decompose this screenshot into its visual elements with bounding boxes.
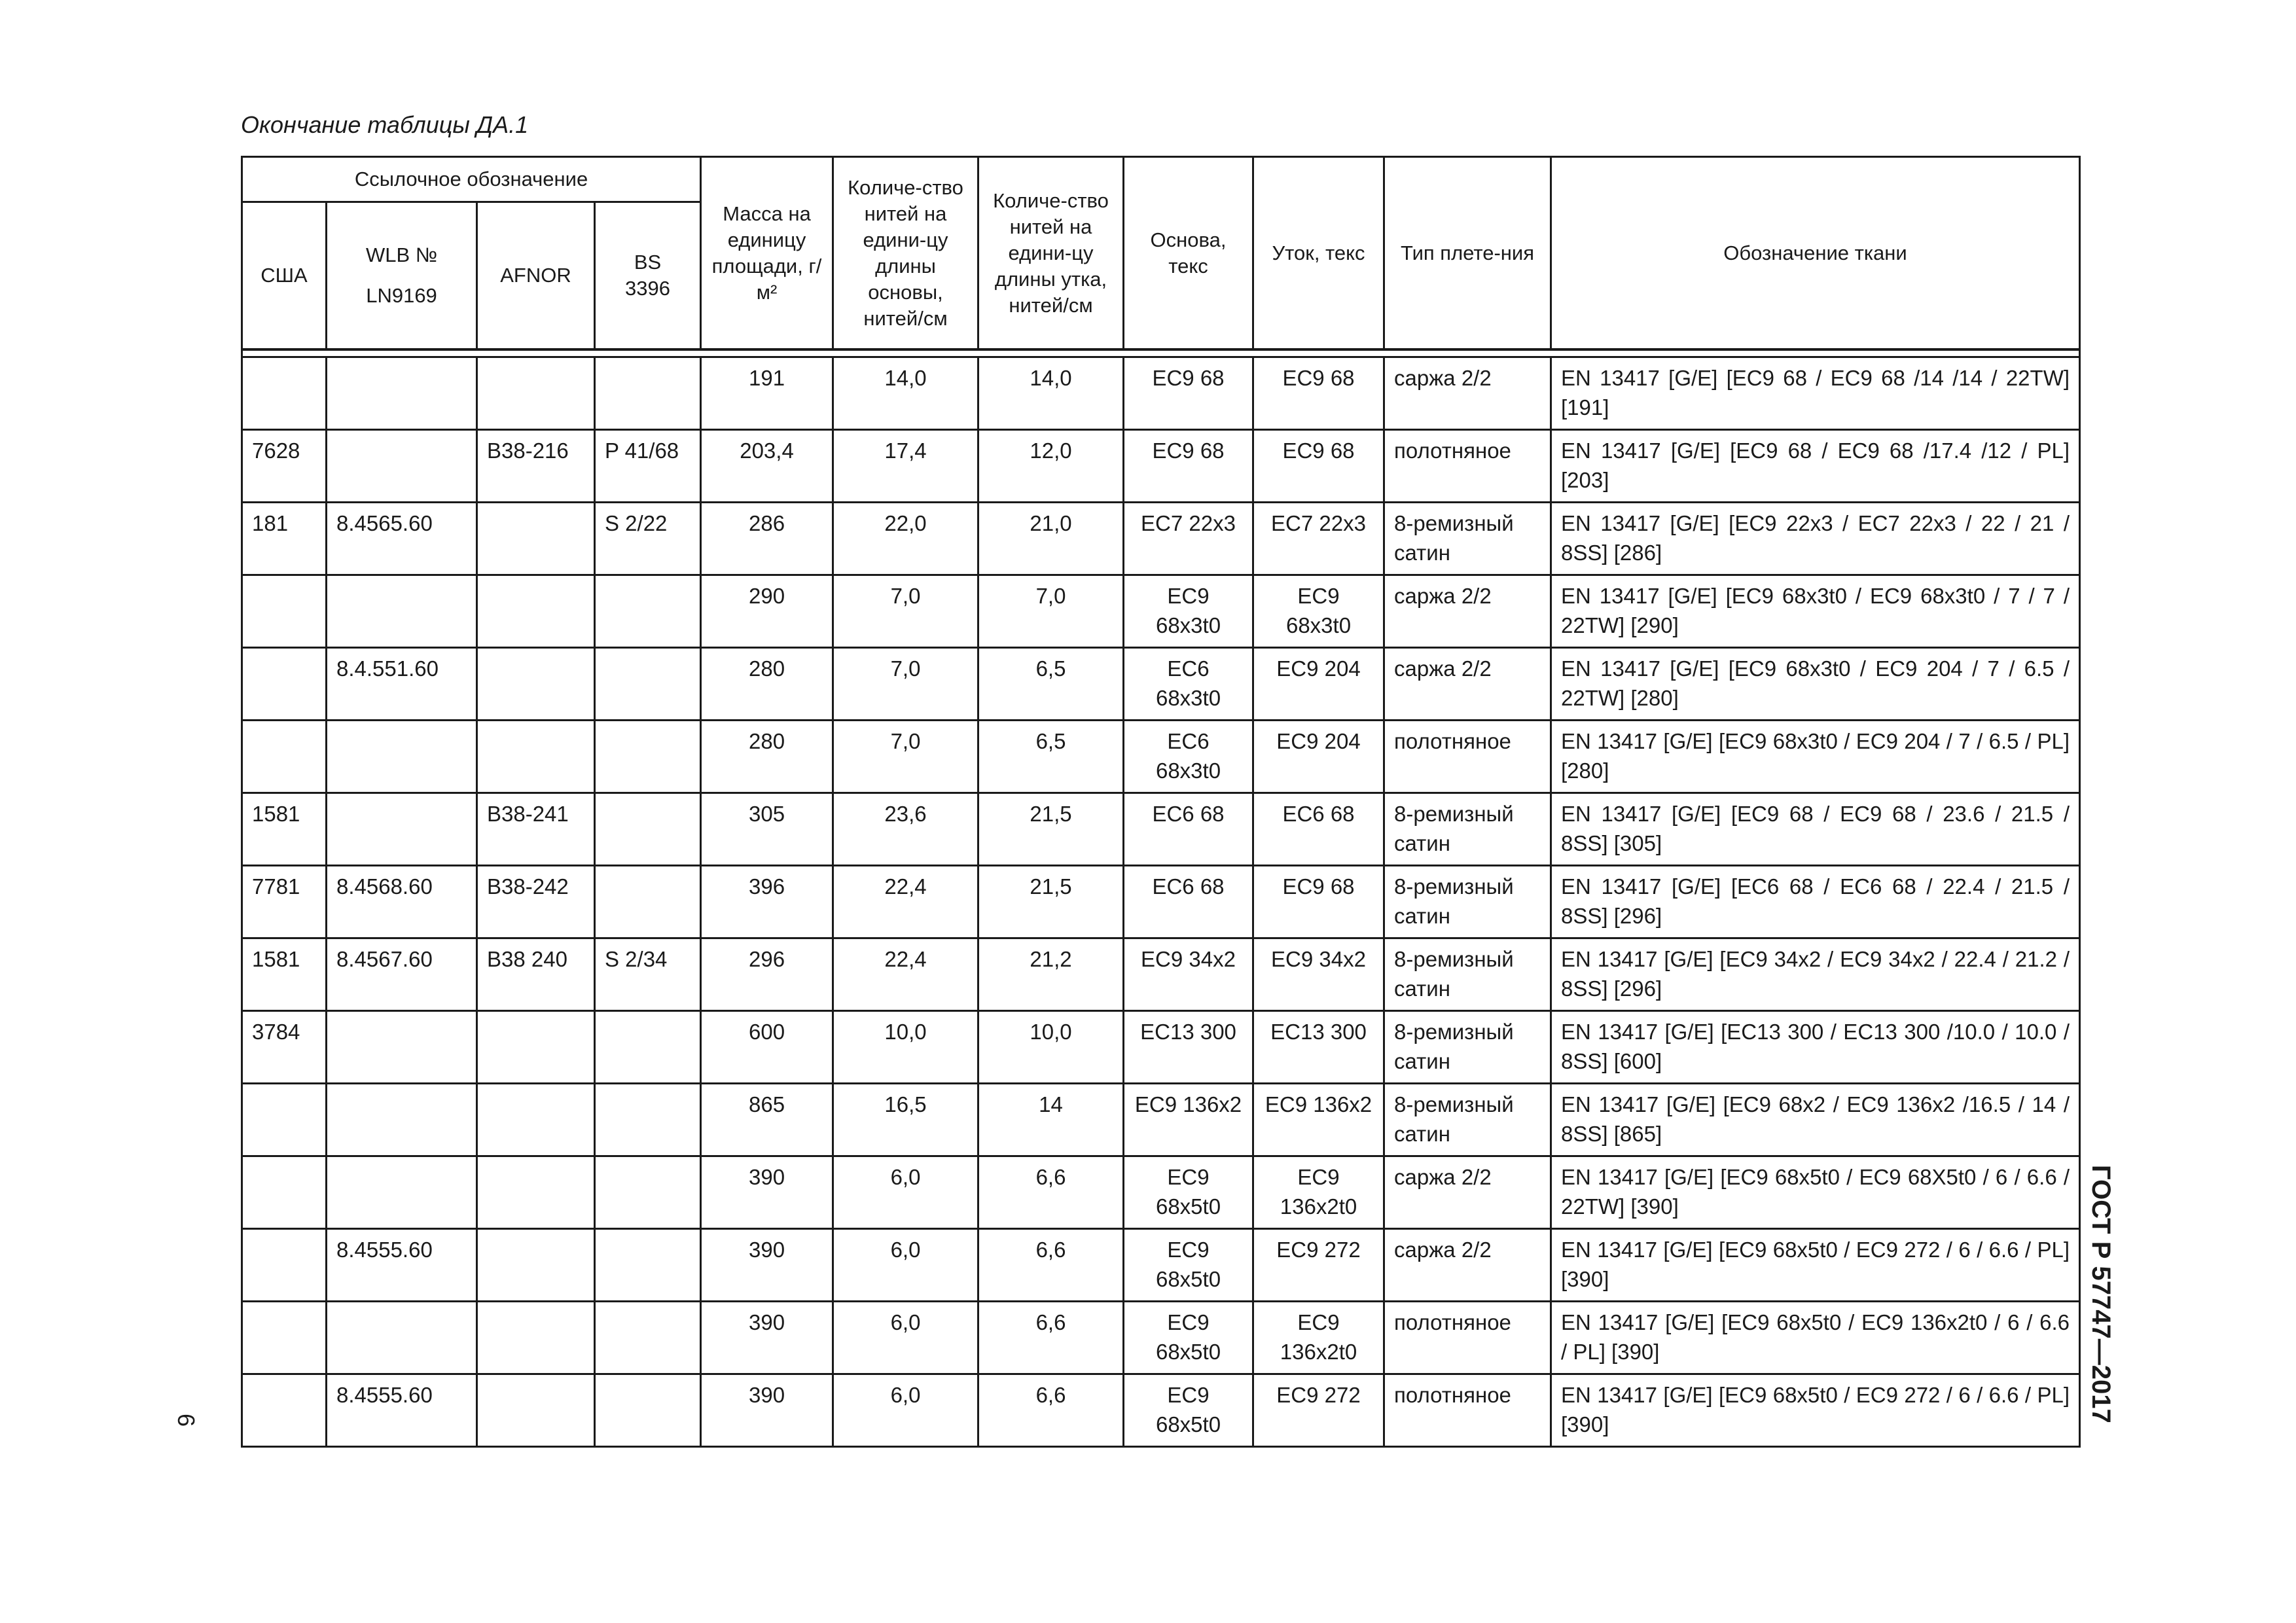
cell-weft-tex: EC9 136x2t0 (1253, 1156, 1384, 1229)
cell-weave: полотняное (1384, 1302, 1551, 1374)
cell-wlb: 8.4565.60 (327, 503, 477, 575)
cell-usa: 181 (242, 503, 327, 575)
table-row (242, 1011, 2080, 1084)
cell-weft-tex: EC9 136x2t0 (1253, 1302, 1384, 1374)
cell-warp-count: 7,0 (833, 575, 978, 648)
cell-afnor (477, 1156, 595, 1229)
cell-weave: 8-ремизный сатин (1384, 866, 1551, 938)
cell-afnor (477, 1011, 595, 1084)
cell-mass: 390 (701, 1374, 833, 1447)
cell-afnor (477, 648, 595, 721)
cell-weave: 8-ремизный сатин (1384, 938, 1551, 1011)
cell-warp-count: 7,0 (833, 648, 978, 721)
cell-warp-tex: EC9 34x2 (1124, 938, 1253, 1011)
table-row (242, 430, 2080, 503)
cell-warp-count: 14,0 (833, 357, 978, 430)
cell-warp-count: 6,0 (833, 1302, 978, 1374)
cell-warp-count: 22,4 (833, 866, 978, 938)
cell-designation: EN 13417 [G/E] [EC9 68x5t0 / EC9 68X5t0 / 6 / 6.6 / 22TW] [390] (1551, 1156, 2080, 1229)
cell-afnor: B38 240 (477, 938, 595, 1011)
cell-weave: саржа 2/2 (1384, 357, 1551, 430)
cell-weave: 8-ремизный сатин (1384, 793, 1551, 866)
cell-warp-tex: EC9 68x5t0 (1124, 1156, 1253, 1229)
cell-designation: EN 13417 [G/E] [EC9 68x3t0 / EC9 68x3t0 / 7 / 7 / 22TW] [290] (1551, 575, 2080, 648)
header-weft-tex: Уток, текс (1253, 157, 1384, 350)
cell-wlb (327, 1302, 477, 1374)
cell-weft-tex: EC9 68 (1253, 430, 1384, 503)
cell-usa (242, 648, 327, 721)
cell-weft-count: 12,0 (978, 430, 1124, 503)
cell-bs (595, 1084, 701, 1156)
cell-weft-tex: EC13 300 (1253, 1011, 1384, 1084)
cell-weft-count: 14 (978, 1084, 1124, 1156)
cell-designation: EN 13417 [G/E] [EC9 68x5t0 / EC9 272 / 6 / 6.6 / PL] [390] (1551, 1374, 2080, 1447)
cell-usa (242, 1229, 327, 1302)
cell-mass: 191 (701, 357, 833, 430)
fabric-table (241, 156, 2079, 1448)
cell-wlb: 8.4.551.60 (327, 648, 477, 721)
cell-warp-tex: EC9 68x5t0 (1124, 1229, 1253, 1302)
table-row (242, 1156, 2080, 1229)
cell-bs: S 2/34 (595, 938, 701, 1011)
table-row (242, 1302, 2080, 1374)
cell-weft-count: 21,0 (978, 503, 1124, 575)
cell-wlb: 8.4555.60 (327, 1374, 477, 1447)
cell-wlb (327, 575, 477, 648)
cell-usa (242, 575, 327, 648)
cell-bs (595, 357, 701, 430)
cell-designation: EN 13417 [G/E] [EC9 68x2 / EC9 136x2 /16.5 / 14 / 8SS] [865] (1551, 1084, 2080, 1156)
cell-weft-tex: EC7 22x3 (1253, 503, 1384, 575)
cell-wlb (327, 430, 477, 503)
cell-warp-count: 6,0 (833, 1229, 978, 1302)
cell-warp-tex: EC7 22x3 (1124, 503, 1253, 575)
table-row (242, 1229, 2080, 1302)
cell-designation: EN 13417 [G/E] [EC9 68x3t0 / EC9 204 / 7 / 6.5 / 22TW] [280] (1551, 648, 2080, 721)
table-row (242, 1084, 2080, 1156)
cell-weft-tex: EC9 272 (1253, 1374, 1384, 1447)
cell-wlb (327, 1011, 477, 1084)
table-row (242, 575, 2080, 648)
cell-mass: 203,4 (701, 430, 833, 503)
cell-bs (595, 866, 701, 938)
header-warp-tex: Основа, текс (1124, 157, 1253, 350)
table-row (242, 866, 2080, 938)
cell-weave: полотняное (1384, 1374, 1551, 1447)
cell-bs: S 2/22 (595, 503, 701, 575)
header-usa: США (242, 202, 327, 350)
cell-wlb (327, 721, 477, 793)
cell-weft-tex: EC9 68 (1253, 866, 1384, 938)
cell-wlb (327, 1156, 477, 1229)
cell-usa (242, 1156, 327, 1229)
cell-warp-tex: EC6 68x3t0 (1124, 721, 1253, 793)
header-warp-count: Количе-ство нитей на едини-цу длины основы, нитей/см (833, 157, 978, 350)
header-weave: Тип плете-ния (1384, 157, 1551, 350)
cell-weft-tex: EC9 204 (1253, 721, 1384, 793)
cell-designation: EN 13417 [G/E] [EC9 68 / EC9 68 / 23.6 / 21.5 / 8SS] [305] (1551, 793, 2080, 866)
cell-weft-tex: EC9 68 (1253, 357, 1384, 430)
cell-weft-count: 14,0 (978, 357, 1124, 430)
cell-weave: полотняное (1384, 430, 1551, 503)
cell-bs (595, 1302, 701, 1374)
header-wlb (327, 202, 477, 350)
cell-weave: полотняное (1384, 721, 1551, 793)
cell-weft-count: 21,2 (978, 938, 1124, 1011)
cell-afnor (477, 721, 595, 793)
cell-designation: EN 13417 [G/E] [EC9 68 / EC9 68 /17.4 /12 / PL] [203] (1551, 430, 2080, 503)
cell-usa: 3784 (242, 1011, 327, 1084)
cell-weave: саржа 2/2 (1384, 1156, 1551, 1229)
cell-afnor: B38-242 (477, 866, 595, 938)
cell-warp-tex: EC9 68x5t0 (1124, 1374, 1253, 1447)
cell-weft-tex: EC6 68 (1253, 793, 1384, 866)
cell-warp-tex: EC9 68x3t0 (1124, 575, 1253, 648)
cell-weave: 8-ремизный сатин (1384, 503, 1551, 575)
cell-bs (595, 648, 701, 721)
cell-usa: 7781 (242, 866, 327, 938)
data-table (241, 156, 2081, 1448)
cell-weft-count: 21,5 (978, 866, 1124, 938)
cell-warp-tex: EC13 300 (1124, 1011, 1253, 1084)
cell-mass: 390 (701, 1302, 833, 1374)
cell-mass: 396 (701, 866, 833, 938)
cell-bs (595, 1011, 701, 1084)
cell-designation: EN 13417 [G/E] [EC9 68 / EC9 68 /14 /14 / 22TW] [191] (1551, 357, 2080, 430)
cell-bs (595, 1374, 701, 1447)
cell-mass: 290 (701, 575, 833, 648)
cell-warp-count: 6,0 (833, 1156, 978, 1229)
cell-designation: EN 13417 [G/E] [EC9 68x5t0 / EC9 136x2t0 / 6 / 6.6 / PL] [390] (1551, 1302, 2080, 1374)
cell-bs: P 41/68 (595, 430, 701, 503)
cell-wlb: 8.4567.60 (327, 938, 477, 1011)
cell-warp-tex: EC6 68x3t0 (1124, 648, 1253, 721)
table-row (242, 357, 2080, 430)
cell-designation: EN 13417 [G/E] [EC9 34x2 / EC9 34x2 / 22.4 / 21.2 / 8SS] [296] (1551, 938, 2080, 1011)
cell-warp-count: 6,0 (833, 1374, 978, 1447)
cell-afnor (477, 1302, 595, 1374)
cell-warp-tex: EC6 68 (1124, 866, 1253, 938)
table-row (242, 648, 2080, 721)
cell-bs (595, 793, 701, 866)
table-caption: Окончание таблицы ДА.1 (241, 111, 529, 138)
cell-wlb: 8.4555.60 (327, 1229, 477, 1302)
cell-afnor: B38-216 (477, 430, 595, 503)
cell-weft-count: 6,6 (978, 1156, 1124, 1229)
header-wlb-line1: WLB № (365, 243, 438, 266)
table-row (242, 503, 2080, 575)
cell-weft-count: 6,6 (978, 1229, 1124, 1302)
cell-designation: EN 13417 [G/E] [EC13 300 / EC13 300 /10.0 / 10.0 / 8SS] [600] (1551, 1011, 2080, 1084)
cell-usa: 1581 (242, 793, 327, 866)
cell-usa: 1581 (242, 938, 327, 1011)
cell-usa (242, 721, 327, 793)
cell-mass: 280 (701, 721, 833, 793)
cell-afnor (477, 503, 595, 575)
page-number: 6 (173, 1414, 200, 1427)
table-row (242, 793, 2080, 866)
cell-afnor (477, 357, 595, 430)
cell-warp-count: 23,6 (833, 793, 978, 866)
cell-bs (595, 721, 701, 793)
cell-warp-tex: EC9 68x5t0 (1124, 1302, 1253, 1374)
cell-afnor (477, 575, 595, 648)
header-reference-group: Ссылочное обозначение (242, 157, 701, 202)
cell-warp-tex: EC9 136x2 (1124, 1084, 1253, 1156)
cell-weft-count: 6,6 (978, 1302, 1124, 1374)
cell-mass: 296 (701, 938, 833, 1011)
cell-weave: саржа 2/2 (1384, 575, 1551, 648)
cell-warp-tex: EC6 68 (1124, 793, 1253, 866)
cell-usa (242, 357, 327, 430)
cell-weave: 8-ремизный сатин (1384, 1084, 1551, 1156)
cell-weft-tex: EC9 34x2 (1253, 938, 1384, 1011)
cell-afnor (477, 1374, 595, 1447)
cell-wlb (327, 357, 477, 430)
cell-mass: 280 (701, 648, 833, 721)
cell-weave: саржа 2/2 (1384, 648, 1551, 721)
cell-designation: EN 13417 [G/E] [EC9 22x3 / EC7 22x3 / 22 / 21 / 8SS] [286] (1551, 503, 2080, 575)
cell-weft-count: 6,5 (978, 648, 1124, 721)
cell-weft-tex: EC9 136x2 (1253, 1084, 1384, 1156)
cell-designation: EN 13417 [G/E] [EC6 68 / EC6 68 / 22.4 / 21.5 / 8SS] [296] (1551, 866, 2080, 938)
table-row (242, 721, 2080, 793)
cell-mass: 865 (701, 1084, 833, 1156)
cell-warp-tex: EC9 68 (1124, 357, 1253, 430)
cell-afnor (477, 1084, 595, 1156)
cell-wlb (327, 793, 477, 866)
cell-mass: 305 (701, 793, 833, 866)
cell-designation: EN 13417 [G/E] [EC9 68x5t0 / EC9 272 / 6 / 6.6 / PL] [390] (1551, 1229, 2080, 1302)
cell-warp-count: 22,4 (833, 938, 978, 1011)
cell-usa (242, 1374, 327, 1447)
cell-weave: саржа 2/2 (1384, 1229, 1551, 1302)
cell-weft-tex: EC9 68x3t0 (1253, 575, 1384, 648)
cell-warp-count: 17,4 (833, 430, 978, 503)
cell-weft-count: 21,5 (978, 793, 1124, 866)
standard-label: ГОСТ Р 57747—2017 (2087, 1165, 2115, 1423)
cell-wlb (327, 1084, 477, 1156)
table-row (242, 1374, 2080, 1447)
cell-weft-count: 10,0 (978, 1011, 1124, 1084)
cell-weft-tex: EC9 272 (1253, 1229, 1384, 1302)
cell-bs (595, 1156, 701, 1229)
cell-warp-count: 16,5 (833, 1084, 978, 1156)
cell-usa: 7628 (242, 430, 327, 503)
header-bs-line2: 3396 (625, 277, 670, 300)
header-mass: Масса на единицу площади, г/м² (701, 157, 833, 350)
cell-mass: 390 (701, 1229, 833, 1302)
cell-afnor: B38-241 (477, 793, 595, 866)
cell-bs (595, 575, 701, 648)
cell-warp-tex: EC9 68 (1124, 430, 1253, 503)
cell-weave: 8-ремизный сатин (1384, 1011, 1551, 1084)
cell-warp-count: 10,0 (833, 1011, 978, 1084)
cell-afnor (477, 1229, 595, 1302)
cell-usa (242, 1084, 327, 1156)
cell-mass: 390 (701, 1156, 833, 1229)
cell-weft-count: 6,6 (978, 1374, 1124, 1447)
table-row (242, 938, 2080, 1011)
cell-warp-count: 7,0 (833, 721, 978, 793)
cell-designation: EN 13417 [G/E] [EC9 68x3t0 / EC9 204 / 7 / 6.5 / PL] [280] (1551, 721, 2080, 793)
cell-mass: 286 (701, 503, 833, 575)
cell-warp-count: 22,0 (833, 503, 978, 575)
cell-wlb: 8.4568.60 (327, 866, 477, 938)
header-bs (595, 202, 701, 350)
cell-mass: 600 (701, 1011, 833, 1084)
cell-bs (595, 1229, 701, 1302)
header-designation: Обозначение ткани (1551, 157, 2080, 350)
cell-weft-count: 7,0 (978, 575, 1124, 648)
header-afnor: AFNOR (477, 202, 595, 350)
header-separator (242, 349, 2080, 357)
header-weft-count: Количе-ство нитей на едини-цу длины утка, нитей/см (978, 157, 1124, 350)
cell-weft-tex: EC9 204 (1253, 648, 1384, 721)
cell-usa (242, 1302, 327, 1374)
header-bs-line1: BS (634, 251, 662, 274)
table-body (242, 357, 2080, 1447)
cell-weft-count: 6,5 (978, 721, 1124, 793)
header-wlb-line2: LN9169 (366, 284, 437, 307)
